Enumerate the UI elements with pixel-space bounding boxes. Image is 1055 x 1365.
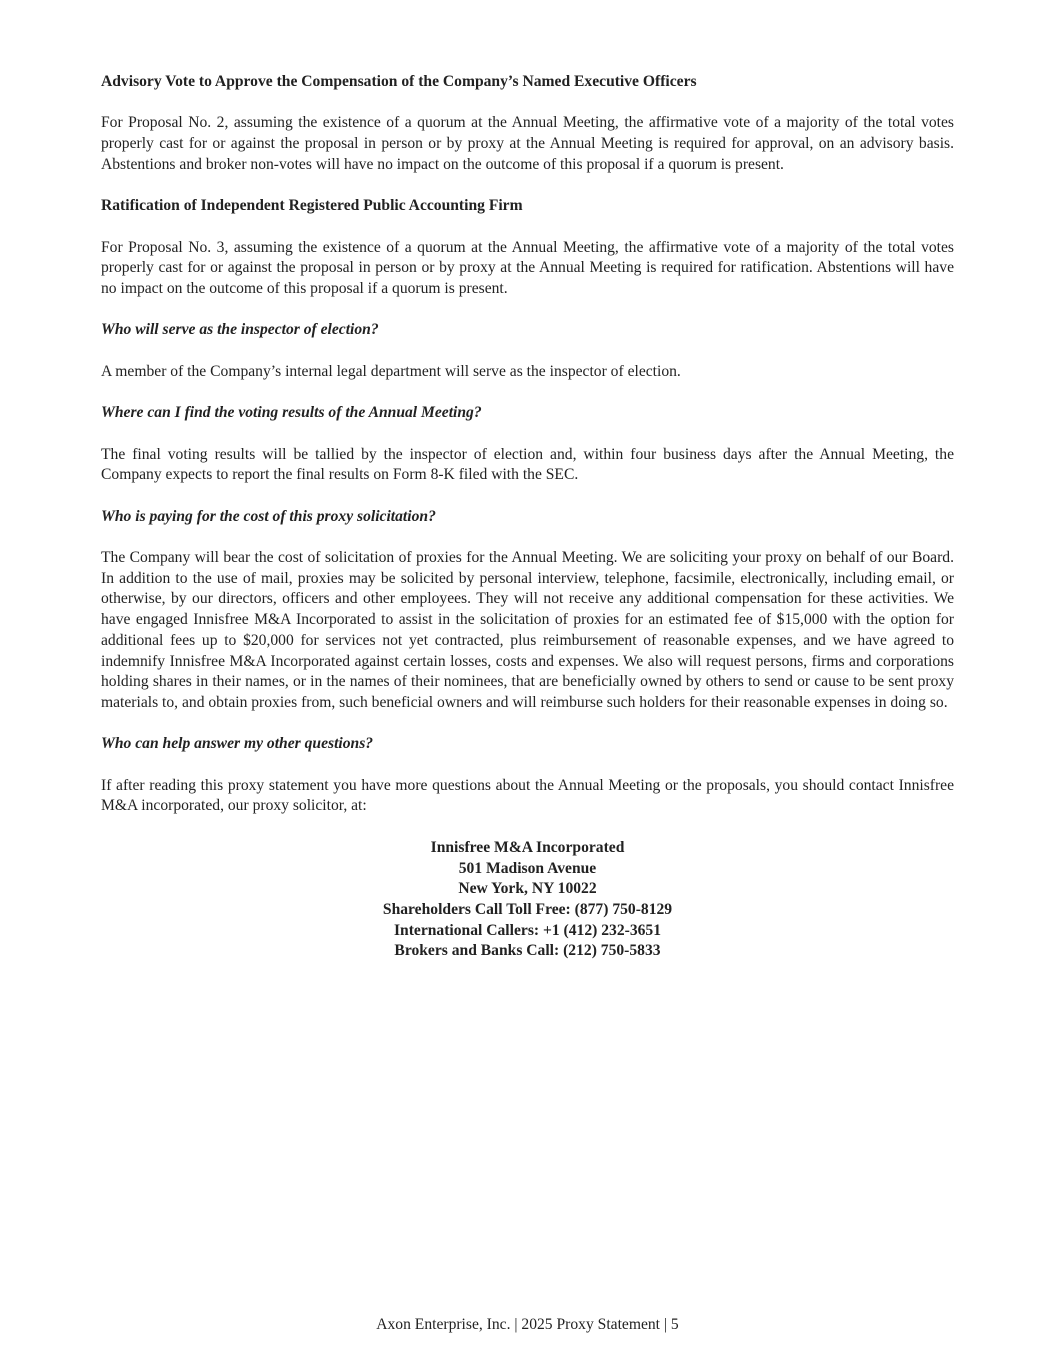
- question-inspector-of-election: Who will serve as the inspector of election?: [101, 321, 379, 339]
- question-other-questions: Who can help answer my other questions?: [101, 735, 374, 753]
- contact-name: Innisfree M&A Incorporated: [430, 838, 625, 856]
- answer-solicitation-cost: The Company will bear the cost of solicitation of proxies for the Annual Meeting. We are soliciting your proxy on behalf of our Board. In addition to the use of mail, proxies may be solicited by personal interview, telephone, facsimile, electronically, including email, or otherwise, by our directors, officers and other employees. They will not receive any additional compensation for these activities. We have engaged Innisfree M&A Incorporated to assist in the solicitation of proxies for an estimated fee of $15,000 with the option for additional fees up to $20,000 for services not yet contracted, plus reimbursement of reasonable expenses, and we have agreed to indemnify Innisfree M&A Incorporated against certain losses, costs and expenses. We also will request persons, firms and corporations holding shares in their names, or in the names of their nominees, that are beneficially owned by others to send or cause to be sent proxy materials to, and obtain proxies from, such beneficial owners and will reimburse such holders for their reasonable expenses in doing so.: [101, 549, 954, 711]
- document-page: [101, 72, 954, 962]
- contact-street: 501 Madison Avenue: [458, 859, 597, 877]
- section-heading-advisory-vote: Advisory Vote to Approve the Compensation of the Company’s Named Executive Officers: [101, 73, 697, 90]
- question-solicitation-cost: Who is paying for the cost of this proxy solicitation?: [101, 507, 436, 525]
- proxy-solicitor-contact-block: [101, 838, 954, 962]
- contact-brokers: Brokers and Banks Call: (212) 750-5833: [394, 942, 661, 960]
- contact-toll-free: Shareholders Call Toll Free: (877) 750-8129: [382, 900, 673, 918]
- question-voting-results: Where can I find the voting results of the Annual Meeting?: [101, 404, 482, 422]
- answer-voting-results: The final voting results will be tallied by the inspector of election and, within four business days after the Annual Meeting, the Company expects to report the final results on Form 8-K filed with the SEC.: [101, 445, 954, 484]
- contact-city: New York, NY 10022: [458, 880, 597, 898]
- section-body-advisory-vote: For Proposal No. 2, assuming the existence of a quorum at the Annual Meeting, the affirmative vote of a majority of the total votes properly cast for or against the proposal in person or by proxy at the Annual Meeting is required for approval, on an advisory basis. Abstentions and broker non-votes will have no impact on the outcome of this proposal if a quorum is present.: [101, 114, 954, 173]
- page-footer: Axon Enterprise, Inc. | 2025 Proxy Statement | 5: [376, 1316, 679, 1333]
- contact-international: International Callers: +1 (412) 232-3651: [393, 921, 662, 939]
- section-body-ratification: For Proposal No. 3, assuming the existence of a quorum at the Annual Meeting, the affirmative vote of a majority of the total votes properly cast for or against the proposal in person or by proxy at the Annual Meeting is required for ratification. Abstentions will have no impact on the outcome of this proposal if a quorum is present.: [101, 238, 954, 297]
- answer-other-questions: If after reading this proxy statement you have more questions about the Annual Meeting or the proposals, you should contact Innisfree M&A incorporated, our proxy solicitor, at:: [101, 776, 954, 815]
- answer-inspector-of-election: A member of the Company’s internal legal department will serve as the inspector of election.: [101, 362, 681, 380]
- section-heading-ratification: Ratification of Independent Registered Public Accounting Firm: [101, 197, 523, 215]
